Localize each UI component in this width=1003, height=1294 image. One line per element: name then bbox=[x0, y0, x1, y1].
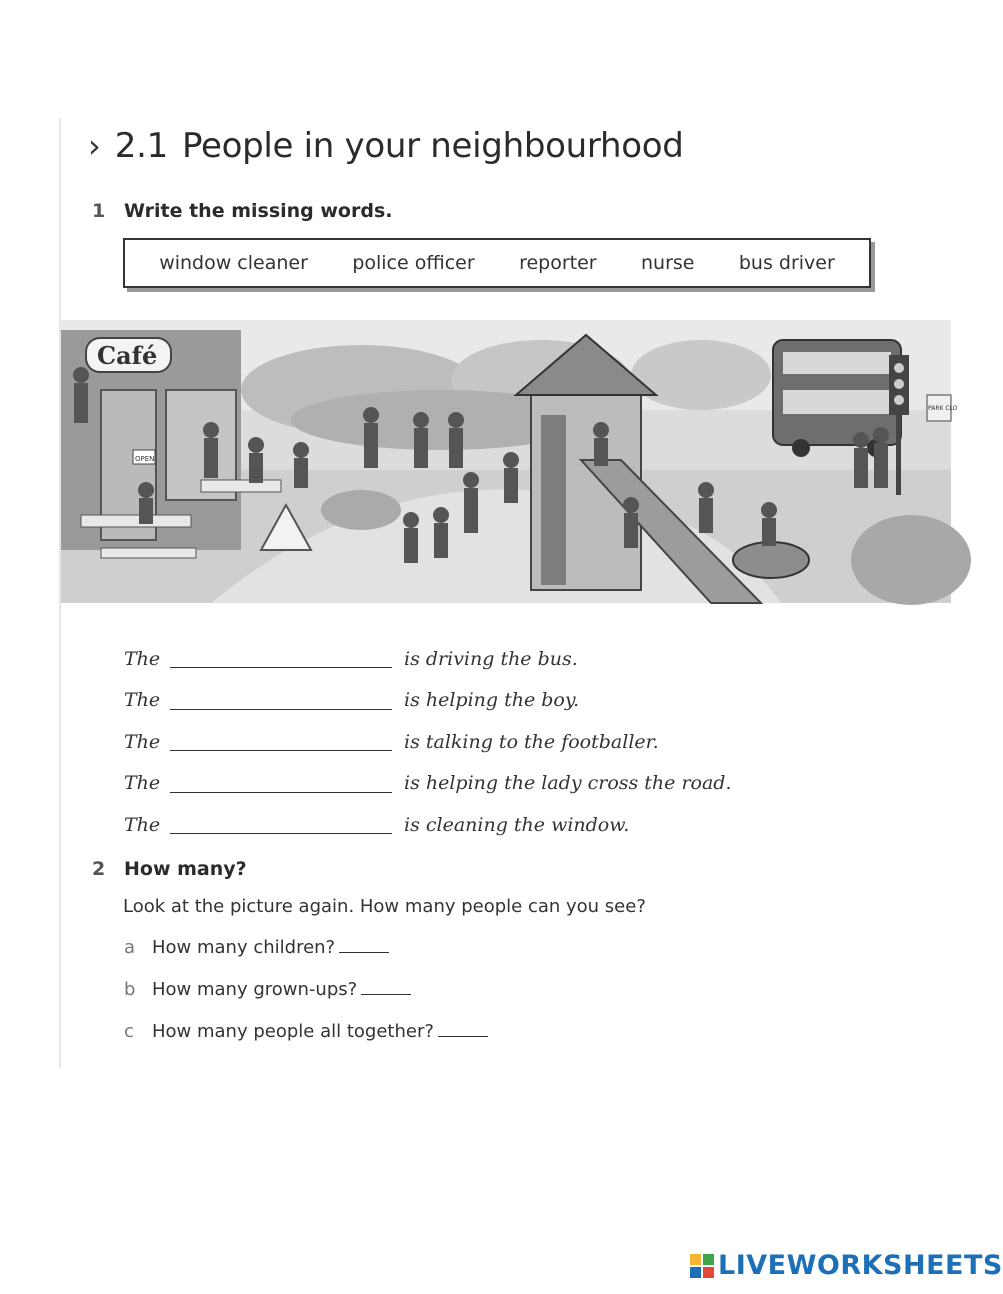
sub-question bbox=[124, 937, 389, 958]
sentence-row bbox=[124, 721, 732, 763]
sentence-end: is helping the lady cross the road. bbox=[404, 772, 732, 795]
answer-blank[interactable] bbox=[170, 774, 392, 793]
section-number: 2.1 bbox=[114, 126, 168, 166]
sentence-start: The bbox=[124, 813, 161, 836]
answer-blank[interactable] bbox=[170, 732, 392, 751]
word-bank-item: nurse bbox=[640, 252, 695, 274]
page-title: People in your neighbourhood bbox=[181, 126, 684, 166]
sub-question-text: How many people all together? bbox=[152, 1021, 434, 1042]
sentence-row bbox=[124, 680, 732, 722]
sub-question-letter: a bbox=[124, 937, 136, 958]
sentence-start: The bbox=[124, 772, 161, 795]
question-2-instruction: Look at the picture again. How many people can you see? bbox=[123, 896, 646, 917]
sentence-row bbox=[124, 638, 732, 680]
liveworksheets-logo[interactable] bbox=[690, 1250, 1003, 1281]
word-bank-item: window cleaner bbox=[159, 252, 308, 274]
park-sign: PARK CLO bbox=[928, 405, 958, 412]
question-2-heading bbox=[92, 858, 247, 880]
sentence-start: The bbox=[124, 689, 161, 712]
question-2-title: How many? bbox=[124, 858, 247, 880]
question-1-instruction: Write the missing words. bbox=[124, 200, 393, 222]
sub-question bbox=[124, 979, 411, 1000]
sub-question-text: How many grown-ups? bbox=[152, 979, 358, 1000]
sentence-start: The bbox=[124, 647, 161, 670]
logo-text: LIVEWORKSHEETS bbox=[718, 1250, 1003, 1281]
answer-blank[interactable] bbox=[361, 980, 411, 995]
answer-blank[interactable] bbox=[170, 691, 392, 710]
logo-grid-icon bbox=[690, 1254, 714, 1278]
sentence-end: is talking to the footballer. bbox=[404, 730, 659, 753]
word-bank-item: bus driver bbox=[738, 252, 835, 274]
sub-question-text: How many children? bbox=[152, 937, 336, 958]
question-2-number: 2 bbox=[92, 858, 106, 880]
sentence-row bbox=[124, 804, 732, 846]
answer-blank[interactable] bbox=[170, 815, 392, 834]
fill-in-sentences bbox=[124, 638, 732, 846]
sub-question bbox=[124, 1021, 488, 1042]
question-1-heading bbox=[92, 200, 393, 222]
answer-blank[interactable] bbox=[438, 1022, 488, 1037]
cafe-sign: Café bbox=[97, 341, 158, 370]
sentence-end: is driving the bus. bbox=[404, 647, 578, 670]
section-title bbox=[88, 126, 684, 166]
sentence-end: is cleaning the window. bbox=[404, 813, 630, 836]
sentence-end: is helping the boy. bbox=[404, 689, 580, 712]
sentence-start: The bbox=[124, 730, 161, 753]
word-bank-item: reporter bbox=[519, 252, 597, 274]
neighbourhood-illustration bbox=[61, 320, 958, 603]
answer-blank[interactable] bbox=[339, 938, 389, 953]
sentence-row bbox=[124, 763, 732, 805]
word-bank-item: police officer bbox=[352, 252, 475, 274]
answer-blank[interactable] bbox=[170, 649, 392, 668]
sub-question-letter: c bbox=[124, 1021, 134, 1042]
chevron-right-icon: › bbox=[88, 127, 101, 165]
open-sign: OPEN bbox=[135, 455, 155, 463]
sub-question-letter: b bbox=[124, 979, 136, 1000]
word-bank bbox=[123, 238, 871, 288]
question-1-number: 1 bbox=[92, 200, 106, 222]
